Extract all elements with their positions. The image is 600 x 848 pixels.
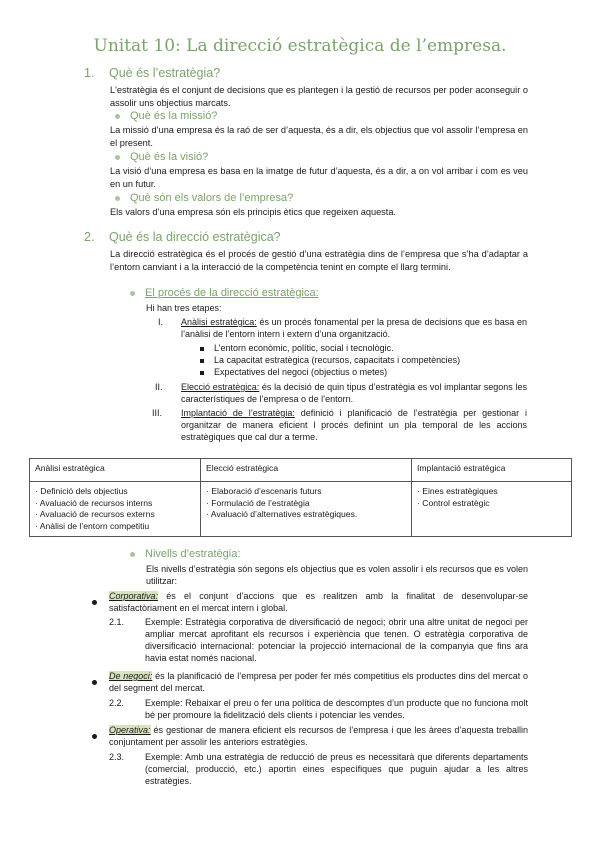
example-3-number: 2.3. <box>109 752 125 762</box>
square-bullet-icon <box>200 371 204 375</box>
section-2-text: La direcció estratègica és el procés de gestió d’una estratègia dins de l’empresa que s’ha d’adaptar a l’entorn canviant i a la interacció de la competència tenint en compte el llarg termini. <box>110 249 528 272</box>
process-heading-text: El procés de la direcció estratègica: <box>145 287 319 299</box>
table-cell-line: · Definició dels objectius <box>35 486 128 496</box>
table-header-row <box>30 459 572 482</box>
sub-item-text: L’entorn econòmic, polític, social i tecnològic. <box>214 343 394 353</box>
levels-heading-text: Nivells d’estratègia: <box>145 548 241 560</box>
stage-3 <box>181 407 527 443</box>
section-1-title: Què és l’estratègia? <box>109 66 221 80</box>
values-heading <box>115 192 293 204</box>
level-3-term: Operativa: <box>109 725 151 735</box>
level-3 <box>109 724 528 748</box>
bullet-icon <box>92 734 97 739</box>
table-cell-line: · Eines estratègiques <box>417 486 498 496</box>
stages-intro: Hi han tres etapes: <box>146 303 222 313</box>
table-cell-line: · Elaboració d’escenaris futurs <box>206 486 322 496</box>
bullet-icon <box>115 155 120 160</box>
stage-1-desc: és un procés fonamental per la presa de decisions que es basa en l’anàlisi de l’entorn intern i extern d’una organització. <box>181 317 528 339</box>
table-header-cell: Elecció estratègica <box>201 459 412 482</box>
sub-item-text: Expectatives del negoci (objectius o metes) <box>214 367 388 377</box>
sub-item <box>200 366 387 378</box>
vision-text: La visió d’una empresa es basa en la imatge de futur d’aquesta, és a dir, a on vol arribar i com es veu en un futur. <box>110 166 528 189</box>
table-cell-election <box>201 482 412 537</box>
level-3-bullet <box>92 728 97 746</box>
section-2-number: 2. <box>84 230 95 244</box>
mission-text: La missió d’una empresa és la raó de ser d’aquesta, és a dir, els objectius que vol assolir l’empresa en el present. <box>110 125 528 148</box>
example-2: Exemple: Rebaixar el preu o fer una política de descomptes d’un producte que no funciona molt bé per promoure la fidelització dels clients i potenciar les vendes. <box>145 698 528 720</box>
bullet-icon <box>92 680 97 685</box>
table-header-cell: Anàlisi estratègica <box>30 459 201 482</box>
strategy-table <box>29 458 572 537</box>
vision-heading-text: Què és la visió? <box>130 151 209 163</box>
square-bullet-icon <box>200 347 204 351</box>
stage-1-number: I. <box>158 317 164 327</box>
level-2-term: De negoci: <box>109 671 153 681</box>
page-title: Unitat 10: La direcció estratègica de l’empresa. <box>93 36 507 56</box>
stage-3-number: III. <box>152 408 163 418</box>
stage-2-number: II. <box>155 382 163 392</box>
table-header-cell: Implantació estratègica <box>412 459 572 482</box>
level-2-desc: és la planificació de l’empresa per poder fer més competitius els productes dins del mercat o del segment del mercat. <box>109 671 528 693</box>
example-1-number: 2.1. <box>109 617 125 627</box>
table-cell-line: · Control estratègic <box>417 497 490 508</box>
table-row <box>30 482 572 537</box>
levels-heading <box>130 548 240 560</box>
stage-1 <box>181 316 527 340</box>
levels-intro: Els nivells d’estratègia són segons els objectius que es volen assolir i els recursos que es volen utilitzar: <box>146 564 528 586</box>
level-3-desc: és gestionar de manera eficient els recursos de l’empresa i que les àrees d’aquesta treballin conjuntament per assolir les anteriors estratègies. <box>109 725 528 747</box>
table-cell-implementation <box>412 482 572 537</box>
section-1-text: L'estratègia és el conjunt de decisions que es plantegen i la gestió de recursos per poder aconseguir o assolir uns objectius marcats. <box>110 85 528 108</box>
values-heading-text: Què són els valors de l’empresa? <box>130 192 294 204</box>
table-cell-line: · Avaluació d’alternatives estratègiques. <box>206 509 358 519</box>
stage-3-term: Implantació de l’estratègia: <box>181 408 295 418</box>
bullet-icon <box>92 600 97 605</box>
stage-1-term: Anàlisi estratègica: <box>181 317 257 327</box>
square-bullet-icon <box>200 359 204 363</box>
stage-3-desc: definició i planificació de l’estratègia per gestionar i organitzar de manera eficient l procés definint un pla temporal de les accions estratègiques que cal dur a terme. <box>181 408 527 442</box>
mission-heading <box>115 110 217 122</box>
mission-heading-text: Què és la missió? <box>130 110 218 122</box>
section-1-number: 1. <box>84 66 95 80</box>
bullet-icon <box>130 552 135 557</box>
table-cell-line: · Formulació de l’estratègia <box>206 497 310 508</box>
section-2-title: Què és la direcció estratègica? <box>109 230 281 244</box>
sub-item-text: La capacitat estratègica (recursos, capacitats i competències) <box>214 355 461 365</box>
table-cell-analysis <box>30 482 201 537</box>
table-cell-line: · Anàlisi de l’entorn competitiu <box>35 520 150 531</box>
example-3: Exemple: Amb una estratègia de reducció de preus es necessitarà que diferents departaments (comercial, producció, etc.) aportin eines específiques que puguin ajudar a les altres estratègies. <box>145 752 528 786</box>
values-text: Els valors d’una empresa són els principis ètics que regeixen aquesta. <box>110 207 396 217</box>
bullet-icon <box>115 196 120 201</box>
level-1-bullet <box>92 594 97 612</box>
process-heading <box>130 287 319 299</box>
bullet-icon <box>130 291 135 296</box>
sub-item <box>200 342 394 354</box>
example-1: Exemple: Estratègia corporativa de diversificació de negoci; obrir una altre unitat de negoci per ampliar mercat aprofitant els recursos i experiència que tenen. O estratègia corporativa de diversificació internacional: potenciar la projecció internacional de la companyia que fins ara havia estat només nacional. <box>145 617 528 663</box>
level-1-desc: és el conjunt d’accions que es realitzen amb la finalitat de desenvolupar-se satisfactòriament en el mercat intern i global. <box>109 591 528 613</box>
example-2-number: 2.2. <box>109 698 125 708</box>
table-cell-line: · Avaluació de recursos interns <box>35 497 153 508</box>
level-2-bullet <box>92 674 97 692</box>
stage-2 <box>181 381 527 405</box>
level-1-term: Corporativa: <box>109 591 159 601</box>
sub-item <box>200 354 460 366</box>
level-2 <box>109 670 528 694</box>
stage-2-desc: és la decisió de quin tipus d’estratègia es vol implantar segons les característiques de l’empresa o de l’entorn. <box>181 382 527 404</box>
vision-heading <box>115 151 208 163</box>
bullet-icon <box>115 114 120 119</box>
stage-2-term: Elecció estratègica: <box>181 382 260 392</box>
table-cell-line: · Avaluació de recursos externs <box>35 509 155 519</box>
level-1 <box>109 590 528 614</box>
